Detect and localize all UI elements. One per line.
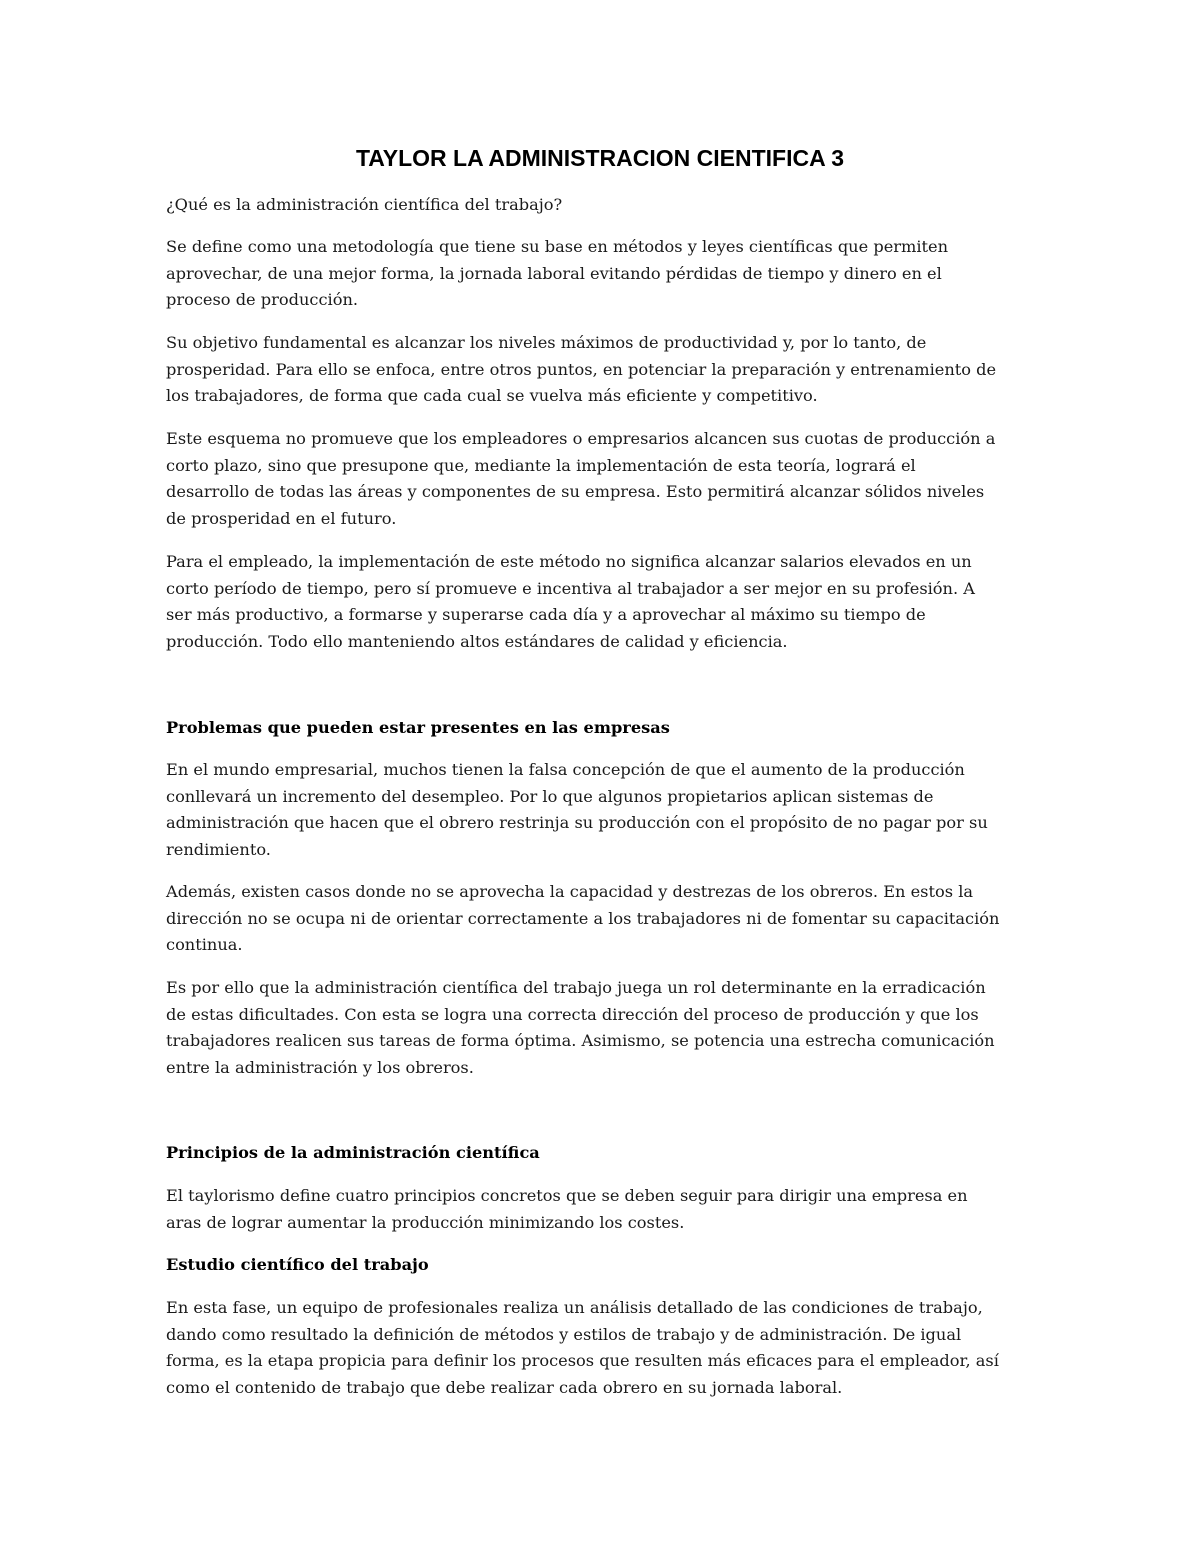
intro-paragraph-3: Este esquema no promueve que los empleadores o empresarios alcancen sus cuotas de producción a corto plazo, sino que presupone que, mediante la implementación de esta teoría, logrará el desarrollo de todas las áreas y componentes de su empresa. Esto permitirá alcanzar sólidos niveles de prosperidad en el futuro. (166, 429, 996, 528)
question-line: ¿Qué es la administración científica del trabajo? (166, 195, 563, 214)
study-paragraph: En esta fase, un equipo de profesionales realiza un análisis detallado de las condiciones de trabajo, dando como resultado la definición de métodos y estilos de trabajo y de administración. De igual forma, es la etapa propicia para definir los procesos que resulten más eficaces para el empleador, así como el contenido de trabajo que debe realizar cada obrero en su jornada laboral. (166, 1298, 999, 1397)
document-title: TAYLOR LA ADMINISTRACION CIENTIFICA 3 (355, 145, 845, 171)
problems-paragraph-3: Es por ello que la administración científica del trabajo juega un rol determinante en la erradicación de estas dificultades. Con esta se logra una correcta dirección del proceso de producción y que los trabajadores realicen sus tareas de forma óptima. Asimismo, se potencia una estrecha comunicación entre la administración y los obreros. (166, 978, 995, 1077)
section-heading-problems: Problemas que pueden estar presentes en las empresas (166, 718, 670, 737)
section-heading-study: Estudio científico del trabajo (166, 1255, 429, 1274)
intro-paragraph-2: Su objetivo fundamental es alcanzar los niveles máximos de productividad y, por lo tanto, de prosperidad. Para ello se enfoca, entre otros puntos, en potenciar la preparación y entrenamiento de los trabajadores, de forma que cada cual se vuelva más eficiente y competitivo. (166, 333, 997, 406)
section-heading-principles: Principios de la administración científica (166, 1143, 540, 1162)
principles-paragraph: El taylorismo define cuatro principios concretos que se deben seguir para dirigir una empresa en aras de lograr aumentar la producción minimizando los costes. (166, 1186, 968, 1232)
problems-paragraph-2: Además, existen casos donde no se aprovecha la capacidad y destrezas de los obreros. En estos la dirección no se ocupa ni de orientar correctamente a los trabajadores ni de fomentar su capacitación continua. (166, 882, 1000, 955)
problems-paragraph-1: En el mundo empresarial, muchos tienen la falsa concepción de que el aumento de la producción conllevará un incremento del desempleo. Por lo que algunos propietarios aplican sistemas de administración que hacen que el obrero restrinja su producción con el propósito de no pagar por su rendimiento. (166, 760, 988, 859)
intro-paragraph-4: Para el empleado, la implementación de este método no significa alcanzar salarios elevados en un corto período de tiempo, pero sí promueve e incentiva al trabajador a ser mejor en su profesión. A ser más productivo, a formarse y superarse cada día y a aprovechar al máximo su tiempo de producción. Todo ello manteniendo altos estándares de calidad y eficiencia. (166, 552, 975, 651)
intro-paragraph-1: Se define como una metodología que tiene su base en métodos y leyes científicas que permiten aprovechar, de una mejor forma, la jornada laboral evitando pérdidas de tiempo y dinero en el proceso de producción. (166, 237, 949, 310)
